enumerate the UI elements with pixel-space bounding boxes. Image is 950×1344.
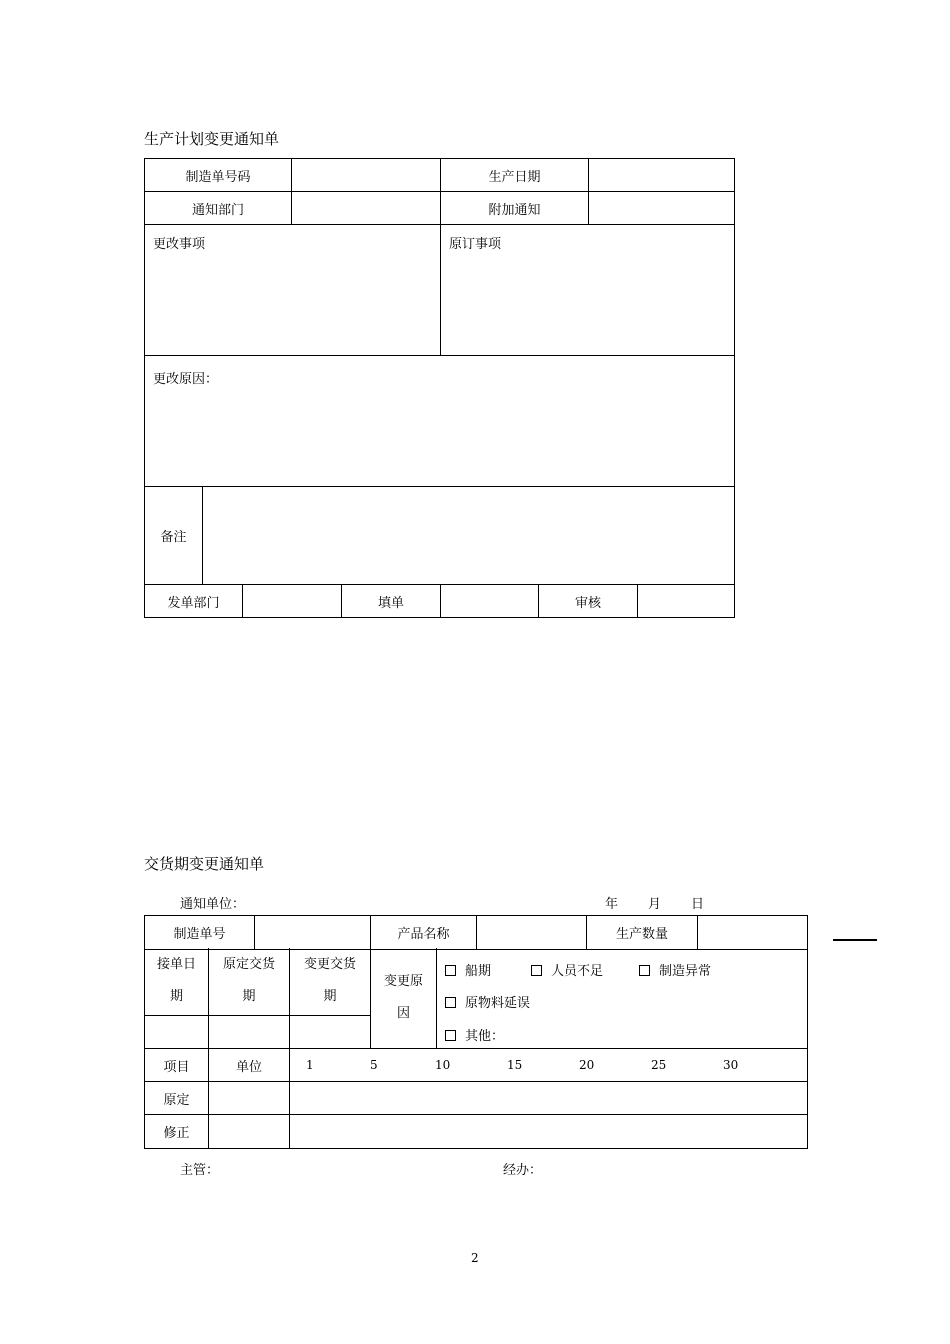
reason-label-line2: 因 <box>396 1005 410 1021</box>
receive-date-label-line2: 期 <box>169 989 183 1005</box>
checkbox-icon[interactable] <box>445 997 456 1008</box>
checkbox-icon[interactable] <box>445 965 456 976</box>
delivery-schedule-table <box>144 1048 808 1149</box>
decorative-line <box>833 939 877 941</box>
new-delivery-field[interactable] <box>290 1015 371 1048</box>
date-year: 年 <box>605 897 619 912</box>
fill-field[interactable] <box>441 585 539 618</box>
checkbox-icon[interactable] <box>531 965 542 976</box>
receive-date-label-line1: 接单日 <box>156 957 196 973</box>
scale-tick: 20 <box>579 1058 595 1072</box>
product-name-field[interactable] <box>477 916 587 950</box>
unit-label: 单位 <box>209 1049 290 1082</box>
prod-date-label: 生产日期 <box>441 159 589 192</box>
reason-option-shipping[interactable] <box>445 960 491 979</box>
reason-option-other[interactable] <box>445 1025 504 1044</box>
change-items-cell[interactable] <box>145 225 441 356</box>
page-number: 2 <box>471 1251 479 1265</box>
original-unit-field[interactable] <box>209 1082 290 1115</box>
order-no-field-2[interactable] <box>255 916 371 950</box>
issue-dept-field[interactable] <box>243 585 342 618</box>
scale-cell <box>290 1049 808 1082</box>
original-items-cell[interactable] <box>441 225 735 356</box>
prod-date-field[interactable] <box>589 159 735 192</box>
new-delivery-label <box>290 948 371 1015</box>
product-name-label: 产品名称 <box>371 916 477 950</box>
reason-option-label: 制造异常 <box>659 964 712 979</box>
revised-unit-field[interactable] <box>209 1115 290 1149</box>
notify-dept-label: 通知部门 <box>145 192 292 225</box>
scale-tick: 10 <box>435 1058 451 1072</box>
form2-title: 交货期变更通知单 <box>144 855 265 873</box>
remarks-field[interactable] <box>203 487 735 585</box>
order-no-label: 制造单号码 <box>145 159 292 192</box>
quantity-field[interactable] <box>698 916 808 950</box>
scale-tick: 30 <box>723 1058 739 1072</box>
change-reason-label: 更改原因： <box>153 372 219 387</box>
scale-tick: 15 <box>507 1058 523 1072</box>
reason-option-label: 其他： <box>465 1029 505 1044</box>
original-label: 原定 <box>145 1082 209 1115</box>
reason-option-label: 人员不足 <box>551 964 604 979</box>
attach-label: 附加通知 <box>441 192 589 225</box>
supervisor-label: 主管： <box>180 1163 220 1178</box>
item-label: 项目 <box>145 1049 209 1082</box>
order-no-field[interactable] <box>292 159 441 192</box>
new-delivery-label-line1: 变更交货 <box>303 957 356 973</box>
orig-delivery-label-line2: 期 <box>242 989 256 1005</box>
change-items-label: 更改事项 <box>153 237 206 252</box>
order-no-label-2: 制造单号 <box>145 916 255 950</box>
issue-dept-label: 发单部门 <box>145 585 243 618</box>
reason-options-cell <box>437 948 808 1048</box>
form1-title: 生产计划变更通知单 <box>144 130 280 148</box>
notify-unit-label: 通知单位： <box>180 897 246 912</box>
orig-delivery-field[interactable] <box>209 1015 290 1048</box>
checkbox-icon[interactable] <box>445 1030 456 1041</box>
reason-option-staff[interactable] <box>531 960 603 979</box>
date-month: 月 <box>648 897 662 912</box>
remarks-label: 备注 <box>145 487 203 585</box>
revised-label: 修正 <box>145 1115 209 1149</box>
scale-tick: 25 <box>651 1058 667 1072</box>
revised-schedule-field[interactable] <box>290 1115 808 1149</box>
date-day: 日 <box>691 897 705 912</box>
fill-label: 填单 <box>342 585 441 618</box>
reason-option-material[interactable] <box>445 992 530 1011</box>
reason-option-label: 船期 <box>465 964 492 979</box>
new-delivery-label-line2: 期 <box>323 989 337 1005</box>
notify-dept-field[interactable] <box>292 192 441 225</box>
delivery-change-header-table <box>144 915 808 950</box>
scale-tick: 1 <box>306 1058 314 1072</box>
reason-option-manufacturing[interactable] <box>639 960 711 979</box>
checkbox-icon[interactable] <box>639 965 650 976</box>
scale-tick: 5 <box>370 1058 378 1072</box>
orig-delivery-label <box>209 948 290 1015</box>
orig-delivery-label-line1: 原定交货 <box>222 957 275 973</box>
receive-date-field[interactable] <box>145 1015 209 1048</box>
change-reason-cell[interactable] <box>145 356 735 487</box>
original-schedule-field[interactable] <box>290 1082 808 1115</box>
handler-label: 经办： <box>503 1163 543 1178</box>
reason-label-line1: 变更原 <box>383 973 423 989</box>
production-plan-change-form <box>144 158 735 618</box>
original-items-label: 原订事项 <box>449 237 502 252</box>
review-label: 审核 <box>539 585 638 618</box>
review-field[interactable] <box>638 585 735 618</box>
quantity-label: 生产数量 <box>587 916 698 950</box>
receive-date-label <box>145 948 209 1015</box>
attach-field[interactable] <box>589 192 735 225</box>
delivery-change-detail-table <box>144 948 808 1049</box>
reason-label <box>371 948 437 1048</box>
reason-option-label: 原物料延误 <box>465 996 531 1011</box>
